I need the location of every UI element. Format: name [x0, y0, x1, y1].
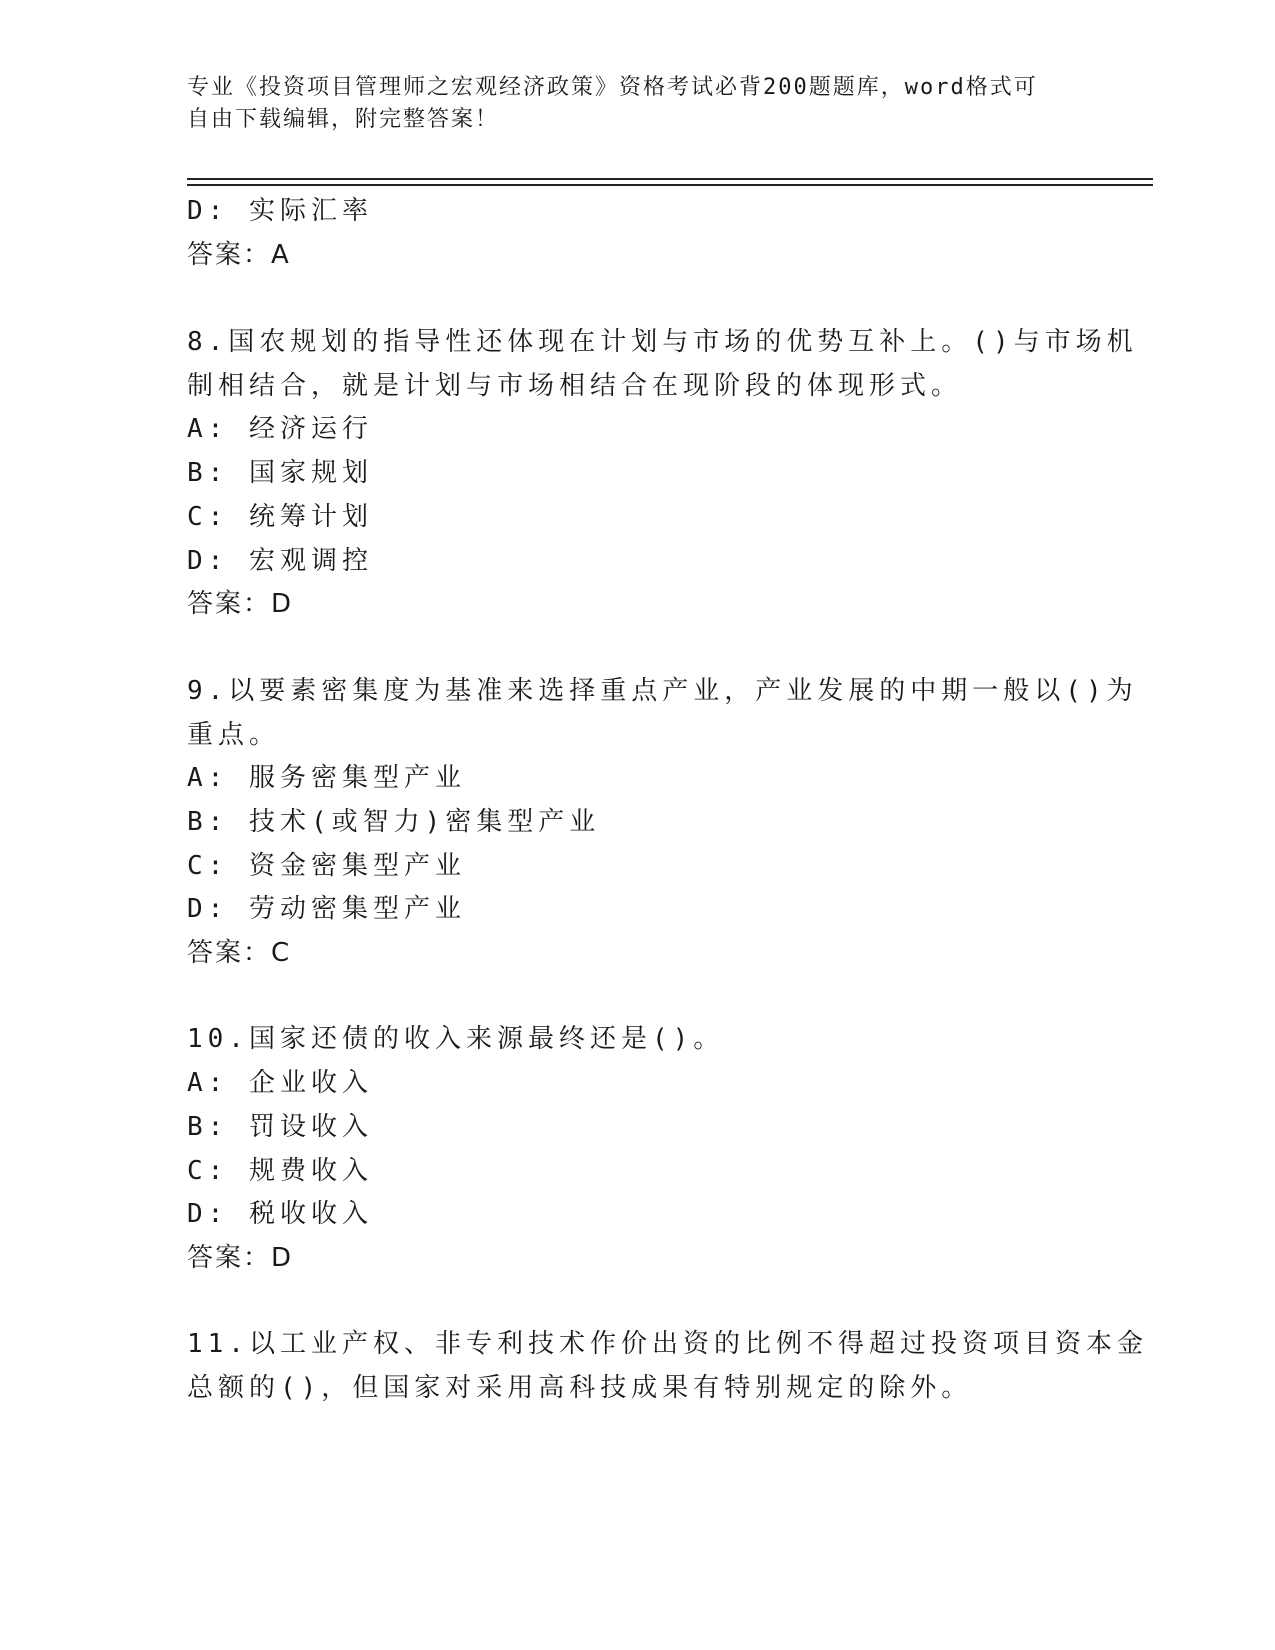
q8-option-b: B: 国家规划	[187, 458, 373, 488]
q9-option-c: C: 资金密集型产业	[187, 851, 466, 881]
q8-option-d: D: 宏观调控	[187, 546, 373, 576]
q8-answer: 答案：D	[187, 589, 294, 619]
q10-option-c: C: 规费收入	[187, 1156, 373, 1186]
prev-option-d: D: 实际汇率	[187, 196, 373, 226]
q9-option-a: A: 服务密集型产业	[187, 763, 466, 793]
header-divider-bottom	[187, 184, 1153, 186]
q10-answer: 答案：D	[187, 1243, 294, 1273]
q9-stem-line-1: 9.以要素密集度为基准来选择重点产业，产业发展的中期一般以()为	[187, 676, 1138, 706]
prev-answer: 答案：A	[187, 240, 291, 270]
header-divider-top	[187, 178, 1153, 180]
header-line-2: 自由下载编辑，附完整答案！	[187, 107, 500, 132]
header-line-1: 专业《投资项目管理师之宏观经济政策》资格考试必背200题题库，word格式可	[187, 75, 1038, 100]
q11-stem-line-2: 总额的()，但国家对采用高科技成果有特别规定的除外。	[187, 1373, 973, 1403]
q9-stem-line-2: 重点。	[187, 720, 281, 750]
q10-option-b: B: 罚设收入	[187, 1112, 373, 1142]
q8-stem-line-1: 8.国农规划的指导性还体现在计划与市场的优势互补上。()与市场机	[187, 327, 1138, 357]
q9-answer: 答案：C	[187, 938, 292, 968]
q8-option-a: A: 经济运行	[187, 414, 373, 444]
q8-stem-line-2: 制相结合，就是计划与市场相结合在现阶段的体现形式。	[187, 371, 963, 401]
q10-option-a: A: 企业收入	[187, 1068, 373, 1098]
q8-option-c: C: 统筹计划	[187, 502, 373, 532]
document-header	[187, 72, 1087, 136]
q10-stem-line-1: 10.国家还债的收入来源最终还是()。	[187, 1024, 725, 1054]
q11-stem-line-1: 11.以工业产权、非专利技术作价出资的比例不得超过投资项目资本金	[187, 1329, 1148, 1359]
q10-option-d: D: 税收收入	[187, 1199, 373, 1229]
q9-option-b: B: 技术(或智力)密集型产业	[187, 807, 601, 837]
q9-option-d: D: 劳动密集型产业	[187, 894, 466, 924]
